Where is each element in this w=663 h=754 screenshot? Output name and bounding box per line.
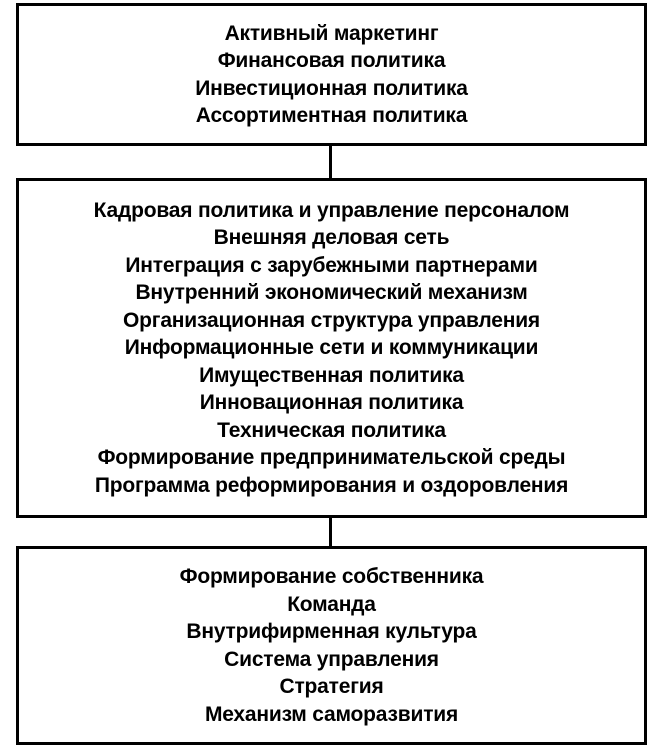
block-item: Финансовая политика — [217, 49, 446, 72]
block-item: Внутренний экономический механизм — [135, 281, 528, 305]
top-block — [16, 3, 647, 146]
block-item: Система управления — [224, 647, 439, 671]
block-item: Кадровая политика и управление персоналом — [93, 198, 570, 222]
connector-line — [329, 518, 332, 546]
connector-line — [329, 146, 332, 178]
block-item: Механизм саморазвития — [204, 702, 459, 726]
middle-block — [16, 178, 647, 518]
block-item: Стратегия — [279, 675, 384, 698]
block-item: Инновационная политика — [199, 391, 464, 415]
block-item: Техническая политика — [217, 418, 446, 442]
block-item: Интеграция с зарубежными партнерами — [125, 253, 538, 277]
block-item: Организационная структура управления — [123, 308, 540, 332]
block-item: Команда — [287, 592, 376, 616]
bottom-block — [16, 546, 647, 745]
block-item: Инвестиционная политика — [195, 76, 468, 100]
block-item: Внутрифирменная культура — [186, 620, 477, 643]
block-item: Внешняя деловая сеть — [213, 226, 450, 250]
block-item: Информационные сети и коммуникации — [124, 336, 539, 360]
block-item: Формирование собственника — [179, 565, 484, 588]
block-item: Имущественная политика — [199, 363, 464, 387]
block-item: Активный маркетинг — [224, 21, 439, 45]
block-item: Ассортиментная политика — [195, 104, 468, 127]
block-item: Формирование предпринимательской среды — [97, 446, 566, 470]
block-item: Программа реформирования и оздоровления — [94, 473, 569, 497]
